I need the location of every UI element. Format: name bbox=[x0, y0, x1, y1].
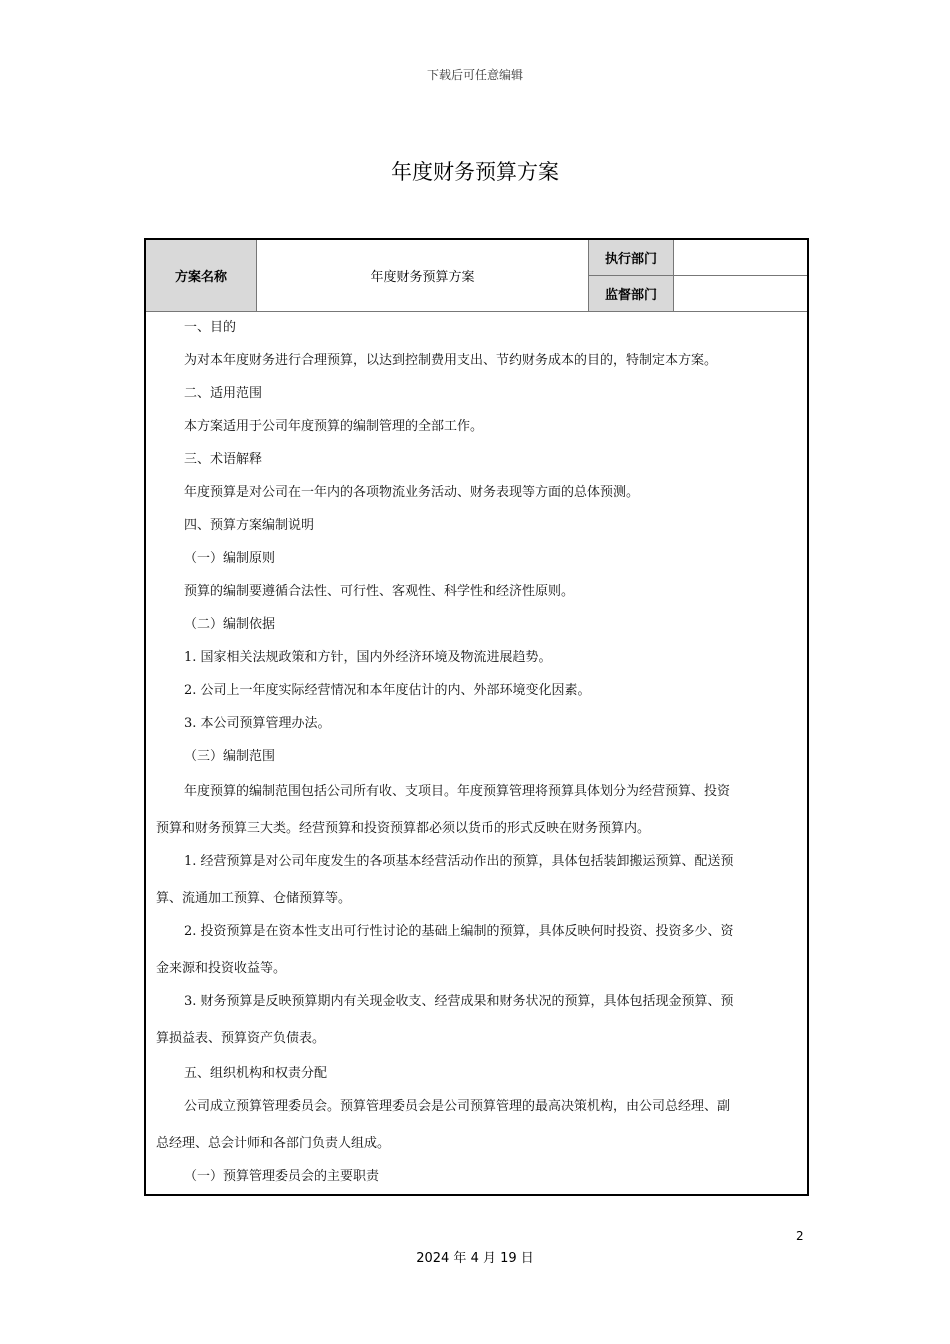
list-item: 2. 公司上一年度实际经营情况和本年度估计的内、外部环境变化因素。 bbox=[184, 683, 591, 698]
paragraph-line: 金来源和投资收益等。 bbox=[156, 961, 287, 976]
supervise-dept-label: 监督部门 bbox=[589, 276, 674, 311]
page-title: 年度财务预算方案 bbox=[391, 160, 559, 184]
paragraph-line: 算、流通加工预算、仓储预算等。 bbox=[156, 891, 352, 906]
subsection-heading: （一）预算管理委员会的主要职责 bbox=[184, 1169, 380, 1184]
paragraph-line: 预算和财务预算三大类。经营预算和投资预算都必须以货币的形式反映在财务预算内。 bbox=[156, 821, 651, 836]
plan-name-label: 方案名称 bbox=[146, 240, 257, 311]
paragraph-line: 总经理、总会计师和各部门负责人组成。 bbox=[156, 1136, 391, 1151]
list-item: 3. 财务预算是反映预算期内有关现金收支、经营成果和财务状况的预算，具体包括现金预算、预 bbox=[184, 994, 734, 1009]
page-number: 2 bbox=[796, 1229, 804, 1243]
paragraph-line: 预算的编制要遵循合法性、可行性、客观性、科学性和经济性原则。 bbox=[184, 584, 575, 599]
paragraph-line: 年度预算的编制范围包括公司所有收、支项目。年度预算管理将预算具体划分为经营预算、投资 bbox=[184, 784, 731, 799]
list-item: 1. 国家相关法规政策和方针，国内外经济环境及物流进展趋势。 bbox=[184, 650, 552, 665]
paragraph-line: 本方案适用于公司年度预算的编制管理的全部工作。 bbox=[184, 419, 484, 434]
list-item: 2. 投资预算是在资本性支出可行性讨论的基础上编制的预算，具体反映何时投资、投资多少、资 bbox=[184, 924, 734, 939]
table-header bbox=[146, 240, 807, 312]
section-heading: 三、术语解释 bbox=[184, 452, 263, 467]
plan-table bbox=[144, 238, 809, 1196]
supervise-dept-value bbox=[674, 276, 807, 311]
section-heading: 五、组织机构和权责分配 bbox=[184, 1066, 328, 1081]
section-heading: 二、适用范围 bbox=[184, 386, 263, 401]
paragraph-line: 算损益表、预算资产负债表。 bbox=[156, 1031, 326, 1046]
paragraph-line: 公司成立预算管理委员会。预算管理委员会是公司预算管理的最高决策机构，由公司总经理、副 bbox=[184, 1099, 731, 1114]
paragraph-line: 年度预算是对公司在一年内的各项物流业务活动、财务表现等方面的总体预测。 bbox=[184, 485, 640, 500]
list-item: 3. 本公司预算管理办法。 bbox=[184, 716, 331, 731]
exec-dept-value bbox=[674, 240, 807, 276]
subsection-heading: （三）编制范围 bbox=[184, 749, 276, 764]
subsection-heading: （一）编制原则 bbox=[184, 551, 276, 566]
section-heading: 四、预算方案编制说明 bbox=[184, 518, 315, 533]
list-item: 1. 经营预算是对公司年度发生的各项基本经营活动作出的预算，具体包括装卸搬运预算、配送预 bbox=[184, 854, 734, 869]
plan-name-value: 年度财务预算方案 bbox=[257, 240, 589, 311]
header-note: 下载后可任意编辑 bbox=[426, 68, 523, 82]
exec-dept-label: 执行部门 bbox=[589, 240, 674, 276]
section-heading: 一、目的 bbox=[184, 320, 237, 335]
subsection-heading: （二）编制依据 bbox=[184, 617, 276, 632]
paragraph-line: 为对本年度财务进行合理预算，以达到控制费用支出、节约财务成本的目的，特制定本方案。 bbox=[184, 353, 718, 368]
footer-date: 2024 年 4 月 19 日 bbox=[416, 1251, 534, 1266]
